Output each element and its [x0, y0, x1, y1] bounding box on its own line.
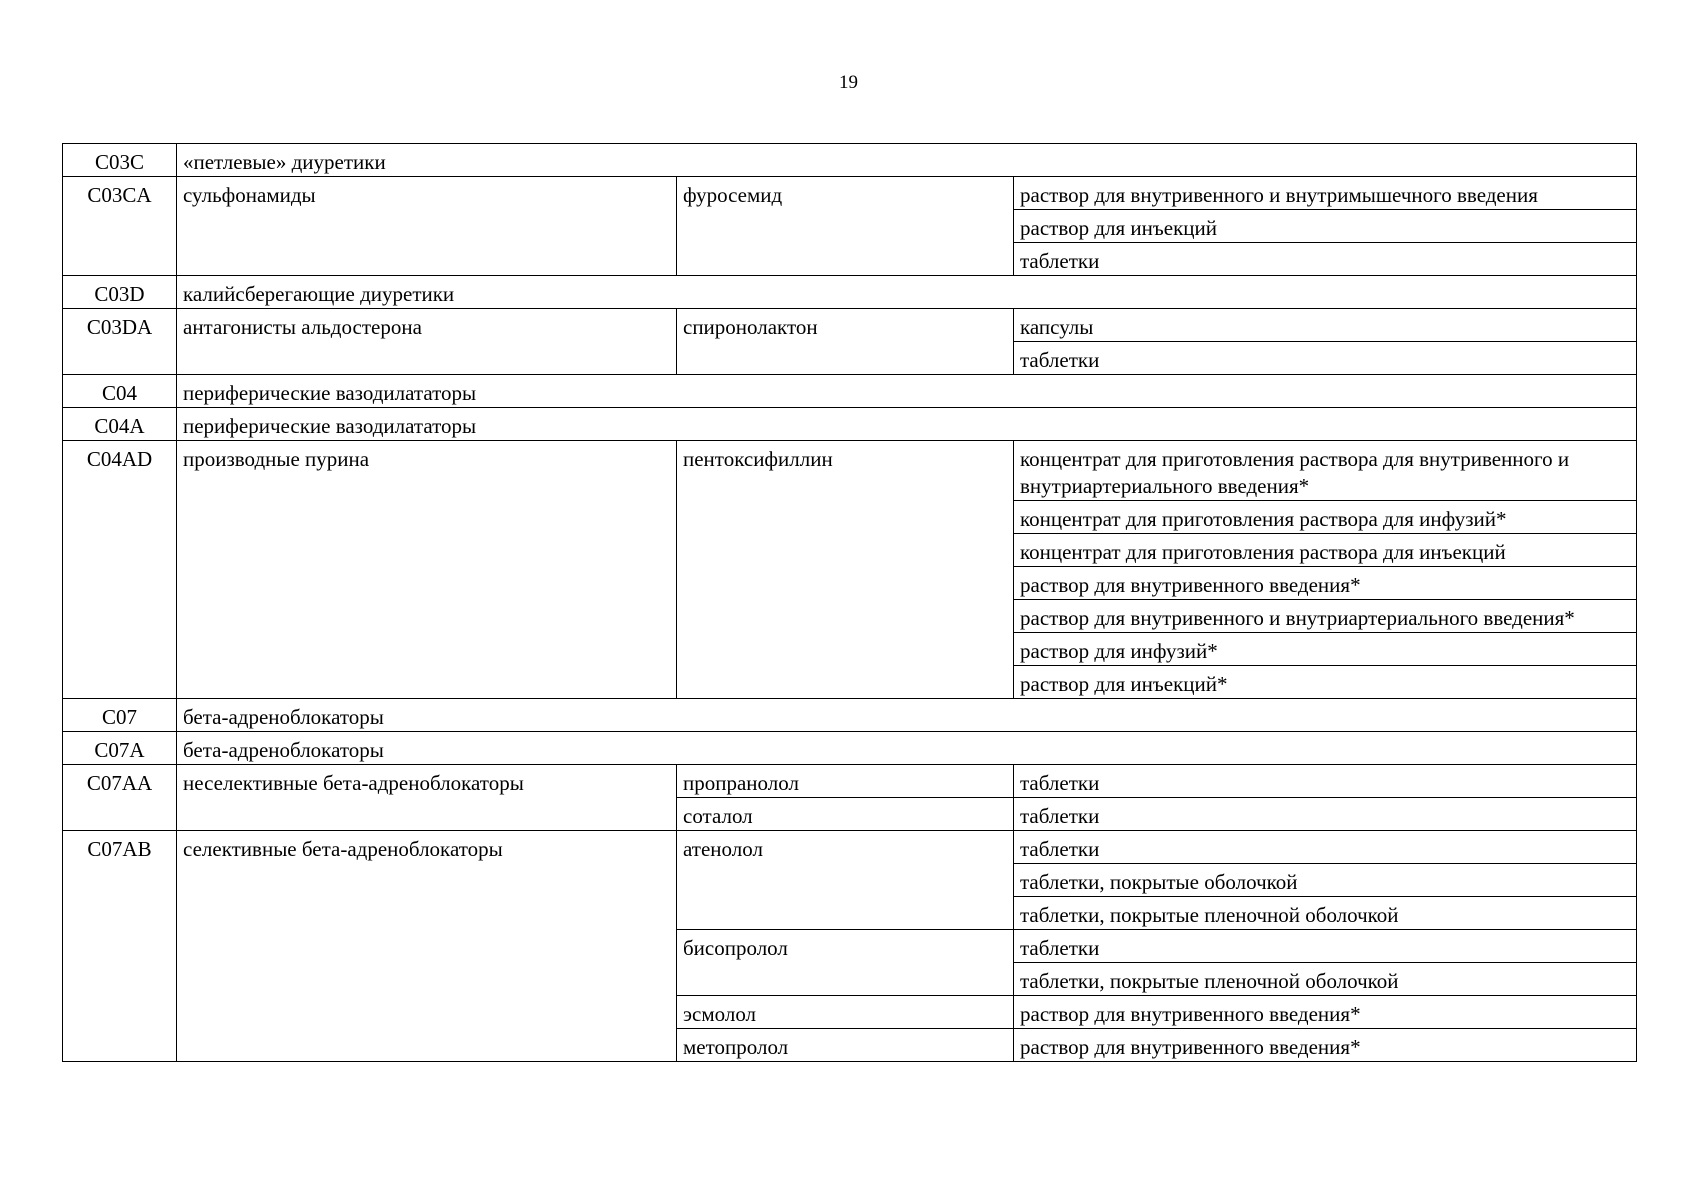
table-row — [63, 441, 1637, 501]
table-row — [63, 408, 1637, 441]
atc-code: C03C — [63, 144, 177, 177]
group-name: селективные бета-адреноблокаторы — [177, 831, 677, 1062]
atc-code: C04A — [63, 408, 177, 441]
table-row — [63, 144, 1637, 177]
dosage-form: концентрат для приготовления раствора для инфузий* — [1014, 501, 1637, 534]
atc-code: C07AB — [63, 831, 177, 1062]
dosage-form: раствор для внутривенного введения* — [1014, 567, 1637, 600]
group-name: периферические вазодилататоры — [177, 375, 1637, 408]
atc-code: C07AA — [63, 765, 177, 831]
group-name: «петлевые» диуретики — [177, 144, 1637, 177]
table-row — [63, 177, 1637, 210]
table-row — [63, 831, 1637, 864]
atc-code: C07 — [63, 699, 177, 732]
atc-code: C03DA — [63, 309, 177, 375]
group-name: сульфонамиды — [177, 177, 677, 276]
group-name: антагонисты альдостерона — [177, 309, 677, 375]
group-name: неселективные бета-адреноблокаторы — [177, 765, 677, 831]
dosage-form: раствор для инфузий* — [1014, 633, 1637, 666]
group-name: бета-адреноблокаторы — [177, 699, 1637, 732]
dosage-form: таблетки, покрытые оболочкой — [1014, 864, 1637, 897]
drug-name: атенолол — [677, 831, 1014, 930]
group-name: периферические вазодилататоры — [177, 408, 1637, 441]
dosage-form: концентрат для приготовления раствора для внутривенного и внутриартериального введения* — [1014, 441, 1637, 501]
drug-name: спиронолактон — [677, 309, 1014, 375]
dosage-form: таблетки — [1014, 930, 1637, 963]
dosage-form: таблетки, покрытые пленочной оболочкой — [1014, 897, 1637, 930]
drug-name: пентоксифиллин — [677, 441, 1014, 699]
page-number: 19 — [839, 72, 858, 93]
group-name: бета-адреноблокаторы — [177, 732, 1637, 765]
dosage-form: раствор для внутривенного введения* — [1014, 1029, 1637, 1062]
drug-name: бисопролол — [677, 930, 1014, 996]
table-row — [63, 276, 1637, 309]
table-row — [63, 765, 1637, 798]
dosage-form: таблетки — [1014, 831, 1637, 864]
drug-name: фуросемид — [677, 177, 1014, 276]
drug-name: соталол — [677, 798, 1014, 831]
dosage-form: концентрат для приготовления раствора для инъекций — [1014, 534, 1637, 567]
dosage-form: раствор для инъекций — [1014, 210, 1637, 243]
dosage-form: раствор для инъекций* — [1014, 666, 1637, 699]
atc-code: C07A — [63, 732, 177, 765]
table-row — [63, 699, 1637, 732]
dosage-form: таблетки — [1014, 243, 1637, 276]
dosage-form: таблетки — [1014, 798, 1637, 831]
dosage-form: таблетки — [1014, 765, 1637, 798]
table-row — [63, 375, 1637, 408]
group-name: производные пурина — [177, 441, 677, 699]
drug-name: эсмолол — [677, 996, 1014, 1029]
drug-name: пропранолол — [677, 765, 1014, 798]
group-name: калийсберегающие диуретики — [177, 276, 1637, 309]
atc-code: C03D — [63, 276, 177, 309]
dosage-form: капсулы — [1014, 309, 1637, 342]
atc-code: C03CA — [63, 177, 177, 276]
drug-name: метопролол — [677, 1029, 1014, 1062]
dosage-form: раствор для внутривенного и внутриартериального введения* — [1014, 600, 1637, 633]
atc-code: C04AD — [63, 441, 177, 699]
dosage-form: раствор для внутривенного введения* — [1014, 996, 1637, 1029]
table-row — [63, 732, 1637, 765]
drug-table — [62, 143, 1637, 1062]
table-row — [63, 309, 1637, 342]
dosage-form: таблетки — [1014, 342, 1637, 375]
atc-code: C04 — [63, 375, 177, 408]
dosage-form: раствор для внутривенного и внутримышечного введения — [1014, 177, 1637, 210]
dosage-form: таблетки, покрытые пленочной оболочкой — [1014, 963, 1637, 996]
